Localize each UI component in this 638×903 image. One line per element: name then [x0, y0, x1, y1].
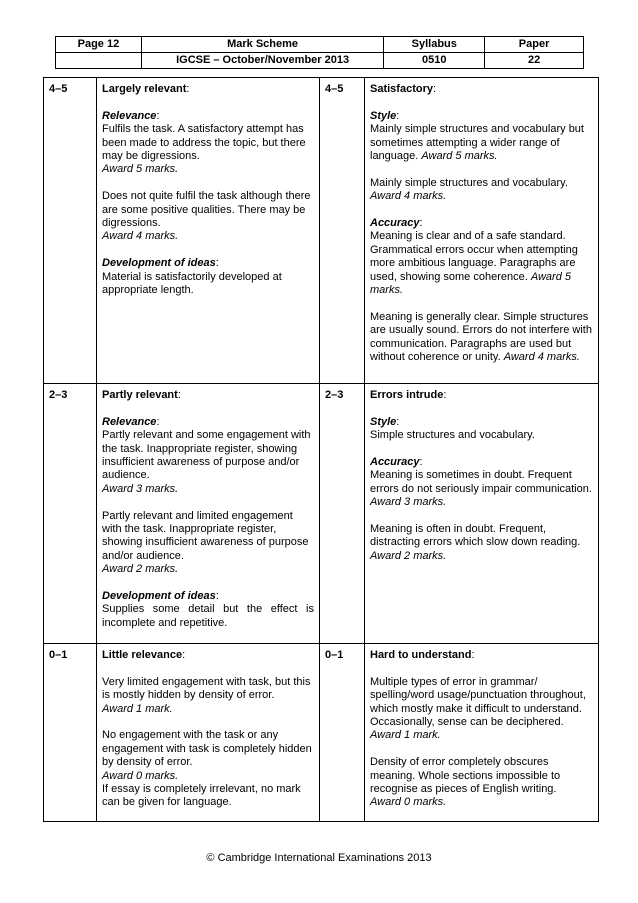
- award-text: Award 5 marks.: [421, 150, 498, 163]
- band-right: 4–5: [320, 78, 365, 384]
- development-heading: Development of ideas: [102, 590, 216, 603]
- descriptor-text: Meaning is clear and of a safe standard. Grammatical errors occur when attempting more ambitious language. Paragraphs are used, showing some coherence.: [370, 230, 578, 283]
- mark-scheme-table: [43, 77, 599, 822]
- band-right: 0–1: [320, 644, 365, 822]
- paper-value: 22: [485, 53, 584, 69]
- level-title: Partly relevant: [102, 389, 178, 401]
- syllabus-value: 0510: [384, 53, 485, 69]
- syllabus-label: Syllabus: [384, 37, 485, 53]
- content-left: Partly relevant: Relevance: Partly relevant and some engagement with the task. Inappropriate register, showing insufficient awareness of purpose and/or audience. Award 3 marks. Partly relevant and limited engagement with the task. Inappropriate register, showing insufficient awareness of purpose and/or audience. Award 2 marks. Development of ideas: Supplies some detail but the effect is incomplete and repetitive.: [97, 384, 320, 644]
- descriptor-text: Meaning is often in doubt. Frequent, distracting errors which slow down reading.: [370, 523, 581, 549]
- document-title: Mark Scheme: [141, 37, 384, 53]
- award-text: Award 3 marks.: [370, 496, 447, 509]
- band-left: 2–3: [44, 384, 97, 644]
- descriptor-text: No engagement with the task or any engagement with task is completely hidden by density of error.: [102, 729, 312, 769]
- descriptor-text: Meaning is generally clear. Simple structures are usually sound. Errors do not interfere with communication. Paragraphs are used but without coherence or unity.: [370, 310, 592, 364]
- descriptor-text: Material is satisfactorily developed at appropriate length.: [102, 270, 282, 297]
- header-table: [55, 36, 584, 69]
- development-heading: Development of ideas: [102, 257, 216, 270]
- descriptor-text: Simple structures and vocabulary.: [370, 429, 535, 442]
- level-title: Hard to understand: [370, 649, 472, 661]
- content-right: Errors intrude: Style: Simple structures and vocabulary. Accuracy: Meaning is sometimes in doubt. Frequent errors do not seriously impair communication. Award 3 marks. Meaning is often in doubt. Frequent, distracting errors which slow down reading. Award 2 marks.: [365, 384, 599, 644]
- descriptor-text: If essay is completely irrelevant, no mark can be given for language.: [102, 783, 301, 809]
- award-text: Award 4 marks.: [370, 190, 447, 203]
- award-text: Award 2 marks.: [102, 563, 179, 576]
- award-text: Award 1 mark.: [102, 702, 173, 715]
- level-title: Errors intrude: [370, 389, 444, 401]
- content-left: Little relevance: Very limited engagement with task, but this is mostly hidden by density of error. Award 1 mark. No engagement with the task or any engagement with task is completely hidden by density of error. Award 0 marks. If essay is completely irrelevant, no mark can be given for language.: [97, 644, 320, 822]
- award-text: Award 3 marks.: [102, 482, 179, 495]
- accuracy-heading: Accuracy: [370, 456, 420, 468]
- descriptor-text: Meaning is sometimes in doubt. Frequent errors do not seriously impair communication.: [370, 469, 592, 495]
- descriptor-text: Multiple types of error in grammar/ spelling/word usage/punctuation throughout, which mostly make it difficult to understand. Occasionally, sense can be deciphered.: [370, 675, 586, 729]
- copyright-footer: © Cambridge International Examinations 2013: [206, 852, 432, 864]
- award-text: Award 4 marks.: [503, 351, 580, 364]
- descriptor-text: Does not quite fulfil the task although there are some positive qualities. There may be digressions.: [102, 190, 311, 230]
- descriptor-text: Fulfils the task. A satisfactory attempt has been made to address the topic, but there may be digressions.: [102, 123, 306, 163]
- level-title: Little relevance: [102, 649, 183, 661]
- descriptor-text: Very limited engagement with task, but this is mostly hidden by density of error.: [102, 675, 311, 702]
- band-left: 0–1: [44, 644, 97, 822]
- band-left: 4–5: [44, 78, 97, 384]
- award-text: Award 5 marks.: [102, 163, 179, 176]
- level-title: Largely relevant: [102, 83, 187, 95]
- relevance-heading: Relevance: [102, 109, 157, 122]
- descriptor-text: Supplies some detail but the effect is incomplete and repetitive.: [102, 603, 314, 629]
- header-blank: [56, 53, 142, 69]
- award-text: Award 5 marks.: [370, 270, 571, 297]
- descriptor-text: Mainly simple structures and vocabulary but sometimes attempting a wider range of language.: [370, 123, 584, 163]
- award-text: Award 0 marks.: [102, 769, 179, 782]
- descriptor-text: Partly relevant and some engagement with the task. Inappropriate register, showing insufficient awareness of purpose and/or audience.: [102, 429, 311, 482]
- award-text: Award 1 mark.: [370, 729, 441, 742]
- page-number: Page 12: [56, 37, 142, 53]
- document-subtitle: IGCSE – October/November 2013: [141, 53, 384, 69]
- descriptor-text: Partly relevant and limited engagement with the task. Inappropriate register, showing insufficient awareness of purpose and/or audience.: [102, 509, 309, 562]
- table-row: [44, 384, 599, 644]
- band-right: 2–3: [320, 384, 365, 644]
- paper-label: Paper: [485, 37, 584, 53]
- relevance-heading: Relevance: [102, 415, 157, 428]
- style-heading: Style: [370, 415, 397, 428]
- level-title: Satisfactory: [370, 83, 433, 95]
- award-text: Award 0 marks.: [370, 796, 447, 809]
- content-right: Hard to understand: Multiple types of error in grammar/ spelling/word usage/punctuation throughout, which mostly make it difficult to understand. Occasionally, sense can be deciphered. Award 1 mark. Density of error completely obscures meaning. Whole sections impossible to recognise as pieces of English writing. Award 0 marks.: [365, 644, 599, 822]
- content-right: Satisfactory: Style: Mainly simple structures and vocabulary but sometimes attempting a wider range of language. Award 5 marks. Mainly simple structures and vocabulary. Award 4 marks. Accuracy: Meaning is clear and of a safe standard. Grammatical errors occur when attempting more ambitious language. Paragraphs are used, showing some coherence. Award 5 marks. Meaning is generally clear. Simple structures are usually sound. Errors do not interfere with communication. Paragraphs are used but without coherence or unity. Award 4 marks.: [365, 78, 599, 384]
- descriptor-text: Mainly simple structures and vocabulary.: [370, 176, 568, 189]
- table-row: [44, 78, 599, 384]
- content-left: Largely relevant: Relevance: Fulfils the task. A satisfactory attempt has been made to address the topic, but there may be digressions. Award 5 marks. Does not quite fulfil the task although there are some positive qualities. There may be digressions. Award 4 marks. Development of ideas: Material is satisfactorily developed at appropriate length.: [97, 78, 320, 384]
- award-text: Award 4 marks.: [102, 230, 179, 243]
- award-text: Award 2 marks.: [370, 549, 447, 562]
- descriptor-text: Density of error completely obscures meaning. Whole sections impossible to recognise as pieces of English writing.: [370, 756, 561, 796]
- style-heading: Style: [370, 109, 397, 122]
- accuracy-heading: Accuracy: [370, 217, 420, 230]
- table-row: [44, 644, 599, 822]
